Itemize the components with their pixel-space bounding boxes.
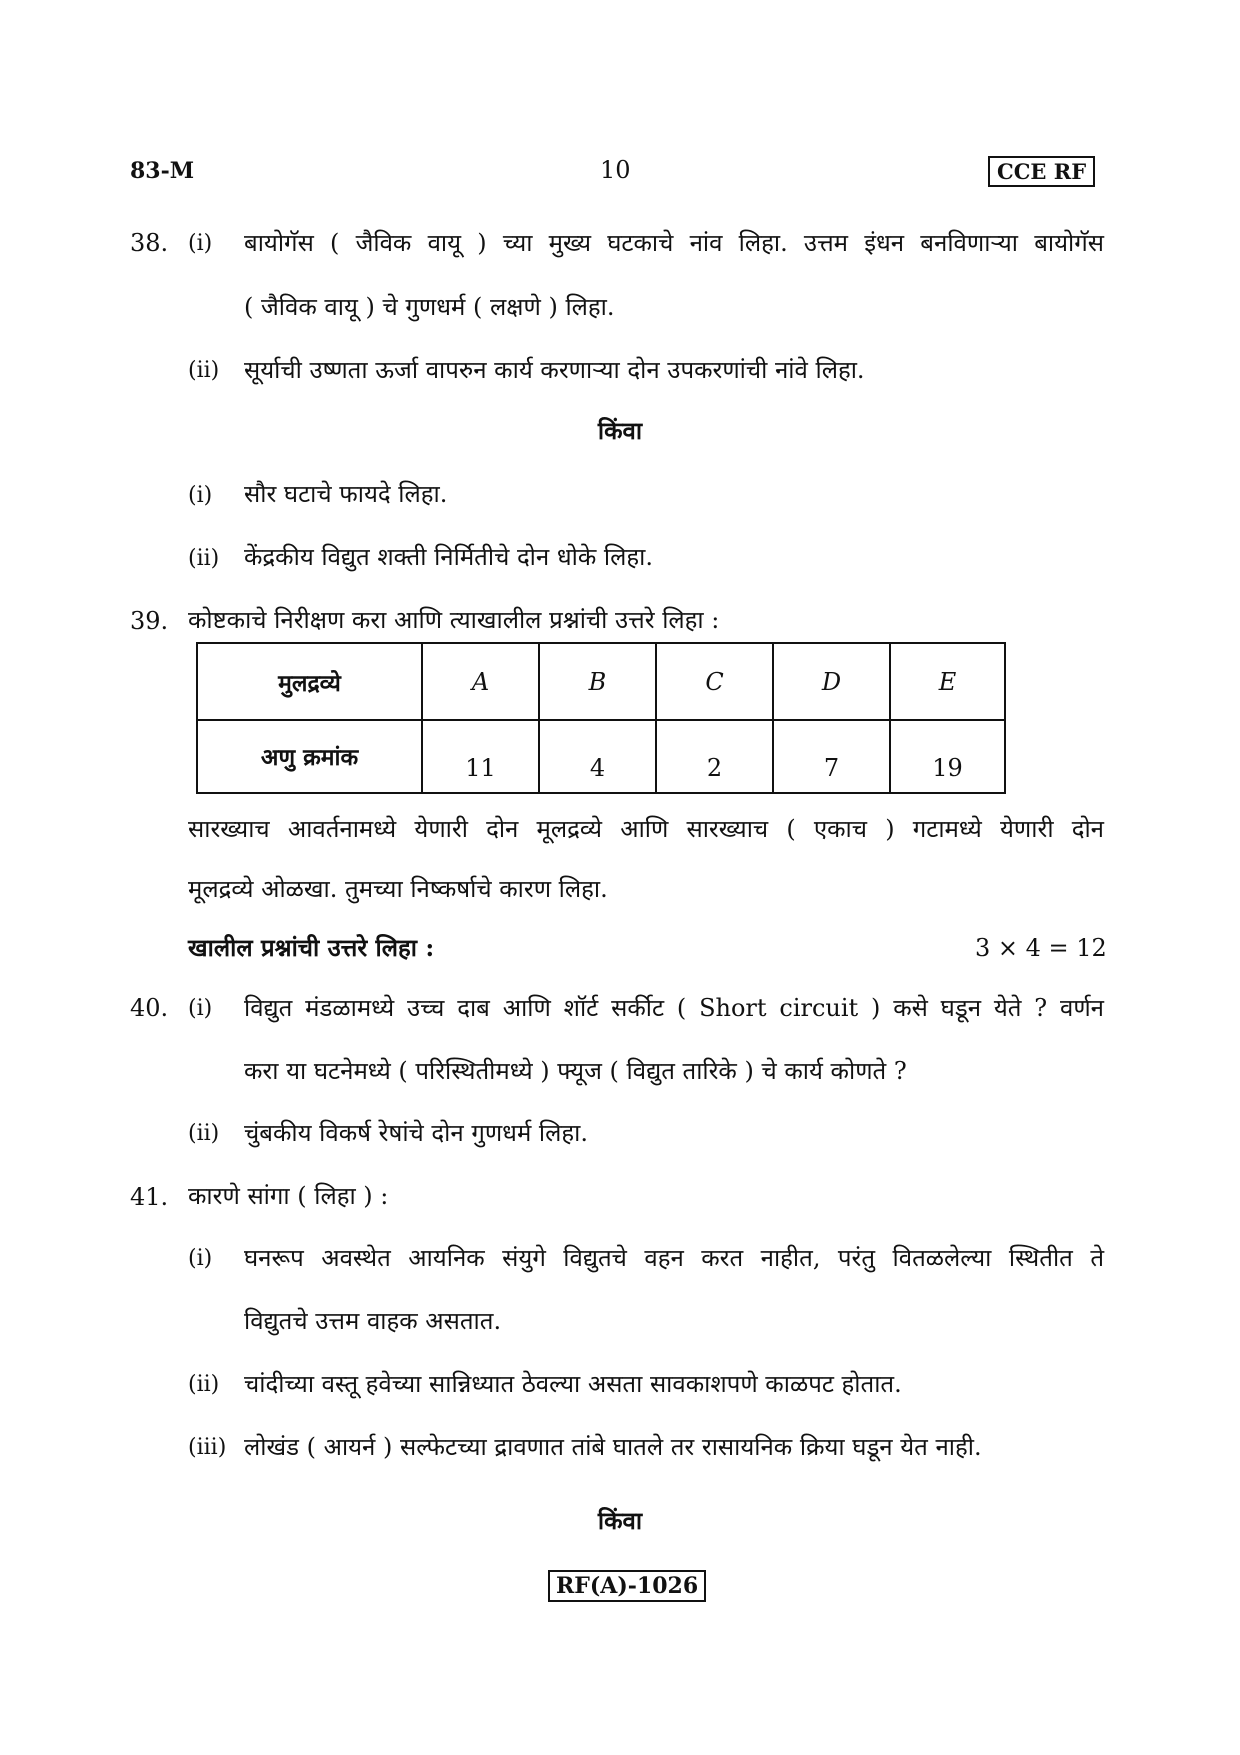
q41-part-iii-label: (iii) (188, 1435, 227, 1460)
q40-part-i-label: (i) (188, 996, 213, 1021)
q40-part-i-line1: विद्युत मंडळामध्ये उच्च दाब आणि शॉर्ट सर्कीट ( Short circuit ) कसे घडून येते ? वर्णन (244, 994, 1104, 1022)
table-row-elements (198, 644, 1004, 721)
q41-or-label: किंवा (597, 1506, 643, 1535)
q38-alt-ii-text: केंद्रकीय विद्युत शक्ती निर्मितीचे दोन धोके लिहा. (244, 543, 653, 571)
q39-intro: कोष्टकाचे निरीक्षण करा आणि त्याखालील प्रश्नांची उत्तरे लिहा : (188, 606, 720, 634)
q41-part-i-label: (i) (188, 1246, 213, 1271)
page-number: 10 (600, 156, 631, 184)
q41-part-ii-label: (ii) (188, 1372, 220, 1397)
q38-alt-ii-label: (ii) (188, 546, 220, 571)
table-cell-atomic-number: 19 (932, 754, 963, 782)
q38-part-i-line1: बायोगॅस ( जैविक वायू ) च्या मुख्य घटकाचे नांव लिहा. उत्तम इंधन बनविणाऱ्या बायोगॅस (244, 229, 1104, 257)
table-cell-atomic-number: 7 (774, 719, 891, 792)
q38-part-ii-label: (ii) (188, 358, 220, 383)
series-box: CCE RF (988, 156, 1095, 187)
question-39-number: 39. (130, 607, 169, 635)
q41-part-ii-text: चांदीच्या वस्तू हवेच्या सान्निध्यात ठेवल्या असता सावकाशपणे काळपट होतात. (244, 1370, 902, 1398)
table-cell-element: B (540, 644, 657, 719)
q40-part-i-line2: करा या घटनेमध्ये ( परिस्थितीमध्ये ) फ्यूज ( विद्युत तारिके ) चे कार्य कोणते ? (244, 1057, 907, 1085)
table-cell-atomic-number: 11 (423, 719, 540, 792)
section-marks: 3 × 4 = 12 (975, 934, 1107, 962)
table-cell-element: D (774, 644, 891, 719)
q38-alt-i-label: (i) (188, 483, 213, 508)
table-cell-element: C (657, 644, 774, 719)
table-cell-element: A (423, 644, 540, 719)
section-instruction: खालील प्रश्नांची उत्तरे लिहा : (188, 933, 435, 962)
q41-part-i-line1: घनरूप अवस्थेत आयनिक संयुगे विद्युतचे वहन करत नाहीत, परंतु वितळलेल्या स्थितीत ते (244, 1244, 1104, 1272)
table-cell-atomic-number: 2 (657, 719, 774, 792)
question-41-number: 41. (130, 1183, 169, 1211)
q38-part-i-line2: ( जैविक वायू ) चे गुणधर्म ( लक्षणे ) लिहा. (244, 293, 615, 321)
q39-text-line2: मूलद्रव्ये ओळखा. तुमच्या निष्कर्षाचे कारण लिहा. (188, 875, 608, 903)
q38-or-label: किंवा (597, 416, 643, 445)
table-cell-atomic-number: 4 (540, 719, 657, 792)
question-40-number: 40. (130, 994, 169, 1022)
paper-code: 83-M (130, 158, 195, 184)
table-cell-element: E (938, 667, 957, 696)
table-row-atomic-numbers (198, 719, 1004, 792)
q38-alt-i-text: सौर घटाचे फायदे लिहा. (244, 480, 448, 508)
q41-intro: कारणे सांगा ( लिहा ) : (188, 1182, 389, 1210)
table-header-atomic-number: अणु क्रमांक (198, 719, 423, 792)
table-header-elements: मुलद्रव्ये (198, 644, 423, 719)
footer-code-box: RF(A)-1026 (548, 1570, 706, 1602)
q39-text-line1: सारख्याच आवर्तनामध्ये येणारी दोन मूलद्रव्ये आणि सारख्याच ( एकाच ) गटामध्ये येणारी दोन (188, 815, 1104, 843)
q40-part-ii-label: (ii) (188, 1121, 220, 1146)
question-38-number: 38. (130, 229, 169, 257)
q41-part-i-line2: विद्युतचे उत्तम वाहक असतात. (244, 1307, 502, 1335)
q41-part-iii-text: लोखंड ( आयर्न ) सल्फेटच्या द्रावणात तांबे घातले तर रासायनिक क्रिया घडून येत नाही. (244, 1433, 982, 1461)
q38-part-ii-text: सूर्याची उष्णता ऊर्जा वापरुन कार्य करणाऱ्या दोन उपकरणांची नांवे लिहा. (244, 356, 865, 384)
element-table (196, 642, 1006, 794)
q38-part-i-label: (i) (188, 231, 213, 256)
q40-part-ii-text: चुंबकीय विकर्ष रेषांचे दोन गुणधर्म लिहा. (244, 1119, 588, 1147)
